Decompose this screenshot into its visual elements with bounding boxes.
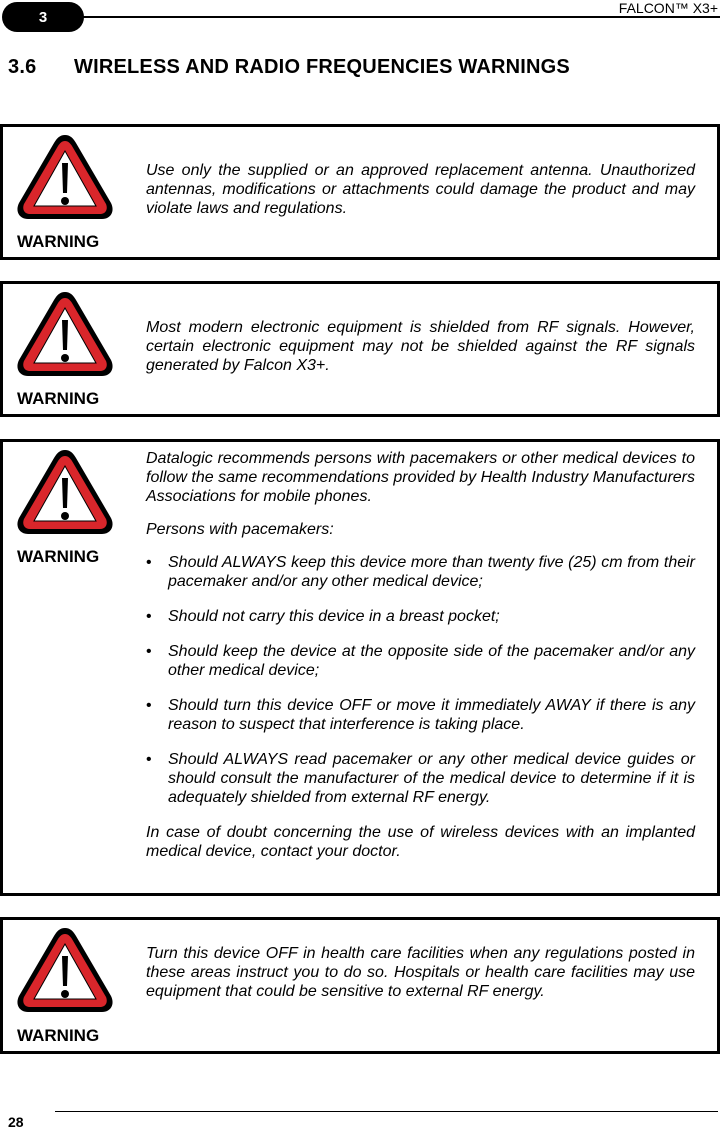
bullet-icon: •	[146, 554, 152, 571]
warning-label: WARNING	[17, 389, 100, 408]
section-heading	[8, 56, 570, 79]
chapter-badge	[2, 2, 84, 32]
warning-box-rf-shielding	[0, 281, 720, 417]
warning-text-body	[146, 449, 695, 861]
bullet-icon: •	[146, 643, 152, 660]
list-item	[146, 553, 695, 591]
warning-intro: Datalogic recommends persons with pacemakers or other medical devices to follow the same recommendations provided by Health Industry Manufacturers Associations for mobile phones.	[146, 450, 695, 505]
bullet-icon: •	[146, 608, 152, 625]
pacemaker-guidelines-list	[146, 553, 695, 807]
warning-label: WARNING	[17, 1026, 100, 1045]
list-item	[146, 696, 695, 734]
list-item-text: Should ALWAYS read pacemaker or any other medical device guides or should consult the manufacturer of the medical device to determine if it is adequately shielded from external RF energy.	[168, 751, 695, 806]
list-item-text: Should turn this device OFF or move it immediately AWAY if there is any reason to suspect that interference is taking place.	[168, 697, 695, 733]
header-rule	[80, 16, 720, 18]
section-number: 3.6	[8, 56, 37, 78]
list-item-text: Should ALWAYS keep this device more than twenty five (25) cm from their pacemaker and/or any other medical device;	[168, 554, 695, 590]
warning-label: WARNING	[17, 547, 100, 566]
warning-box-antenna	[0, 124, 720, 260]
warning-triangle-icon	[13, 129, 117, 225]
warning-text: Most modern electronic equipment is shielded from RF signals. However, certain electronic equipment may not be shielded against the RF signals generated by Falcon X3+.	[146, 319, 695, 374]
warning-triangle-icon	[13, 286, 117, 382]
warning-triangle-icon	[13, 444, 117, 540]
warning-box-pacemakers	[0, 439, 720, 896]
bullet-icon: •	[146, 697, 152, 714]
warning-text: Use only the supplied or an approved replacement antenna. Unauthorized antennas, modifications or attachments could damage the product and may violate laws and regulations.	[146, 162, 695, 217]
list-item	[146, 642, 695, 680]
list-item-text: Should not carry this device in a breast pocket;	[168, 608, 500, 625]
footer-rule	[55, 1111, 718, 1112]
chapter-number: 3	[38, 8, 48, 26]
list-item	[146, 607, 695, 626]
list-item-text: Should keep the device at the opposite side of the pacemaker and/or any other medical device;	[168, 643, 695, 679]
warning-label: WARNING	[17, 232, 100, 251]
document-title: FALCON™ X3+	[618, 0, 718, 16]
warning-subhead: Persons with pacemakers:	[146, 521, 334, 538]
warning-triangle-icon	[13, 922, 117, 1018]
warning-box-health-care	[0, 917, 720, 1054]
page-number: 28	[8, 1114, 24, 1130]
warning-closing: In case of doubt concerning the use of wireless devices with an implanted medical device, contact your doctor.	[146, 824, 695, 860]
list-item	[146, 750, 695, 807]
section-title: WIRELESS AND RADIO FREQUENCIES WARNINGS	[74, 56, 570, 78]
warning-text: Turn this device OFF in health care facilities when any regulations posted in these areas instruct you to do so. Hospitals or health care facilities may use equipment that could be sensitive to external RF energy.	[146, 945, 695, 1000]
bullet-icon: •	[146, 751, 152, 768]
